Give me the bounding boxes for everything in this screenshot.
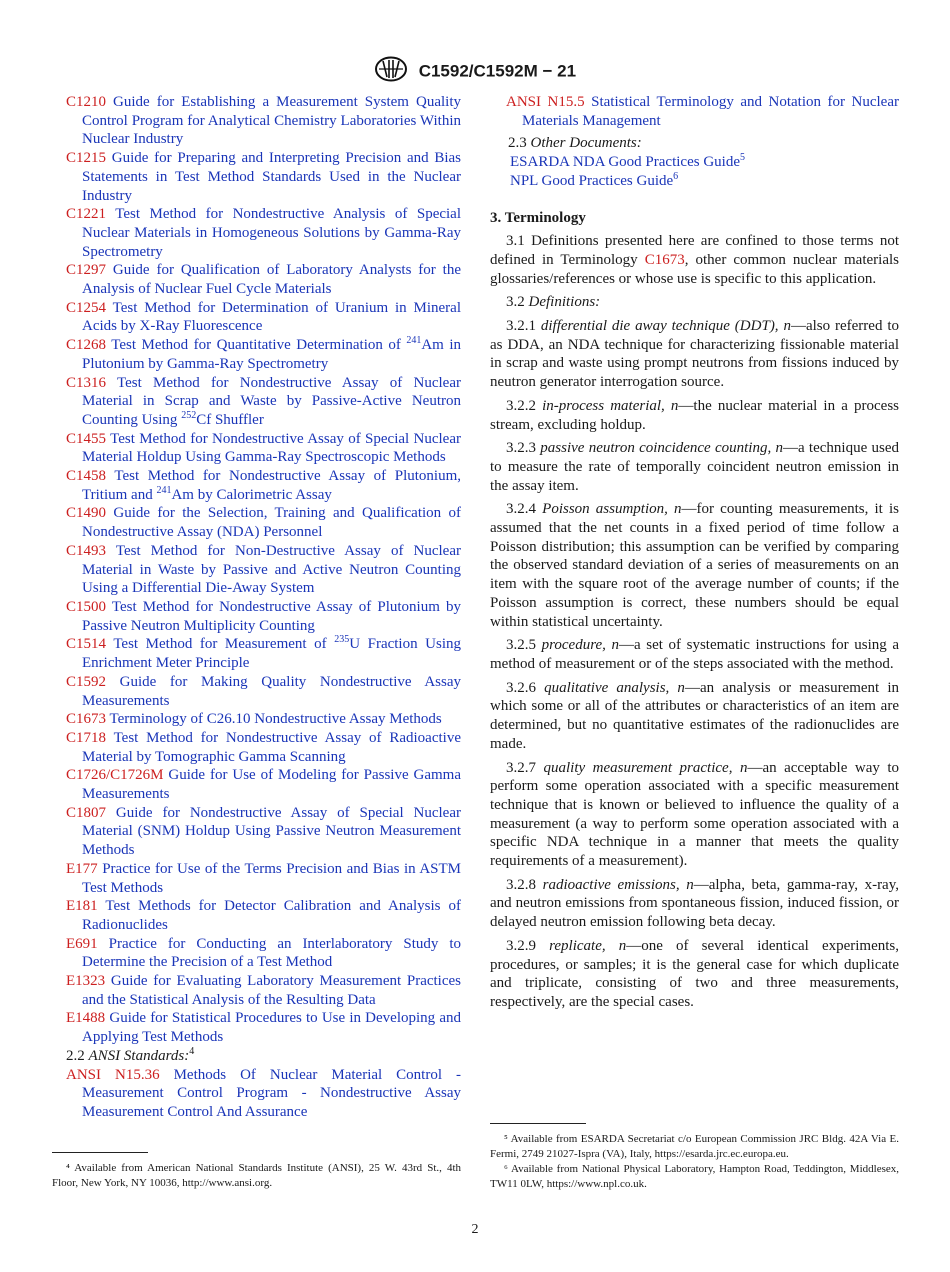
- reference-title[interactable]: Test Method for Nondestructive Assay of Plutonium, Tritium and $^{241}$Am by Calorimetric Assay: [82, 468, 461, 503]
- reference-title[interactable]: Practice for Conducting an Interlaboratory Study to Determine the Precision of a Test Method: [82, 935, 461, 971]
- reference-title[interactable]: Test Method for Nondestructive Analysis of Special Nuclear Materials in Homogeneous Solutions by Gamma-Ray Spectrometry: [82, 206, 462, 260]
- reference-item[interactable]: [66, 598, 461, 635]
- reference-item[interactable]: [66, 710, 461, 729]
- reference-item[interactable]: [66, 635, 461, 672]
- definition-3-2-3: 3.2.3 passive neutron coincidence counting, n—a technique used to measure the rate of temporally coincident neutron emission in the assay item.: [490, 440, 900, 494]
- definition-3-2-9: 3.2.9 replicate, n—one of several identical experiments, procedures, or samples; it is the general case for which duplicate and triplicate, consisting of two and three measurements, respectively, are the special cases.: [490, 937, 899, 1010]
- paragraph-3-1: 3.1 Definitions presented here are confined to those terms not defined in Terminology C1673, other common nuclear materials glossaries/references or whose use is specific to this application.: [490, 233, 899, 287]
- reference-item[interactable]: [66, 504, 461, 541]
- reference-title[interactable]: Guide for the Selection, Training and Qualification of Nondestructive Assay (NDA) Personnel: [82, 505, 462, 541]
- reference-item[interactable]: [66, 897, 461, 934]
- defined-term: replicate, n: [549, 937, 627, 954]
- definitions-list: [490, 317, 899, 1012]
- footnotes-left: [52, 1161, 461, 1191]
- reference-title[interactable]: Test Method for Determination of Uranium in Mineral Acids by X-Ray Fluorescence: [82, 299, 461, 335]
- right-column: [490, 93, 899, 1012]
- reference-designation[interactable]: E181: [66, 898, 98, 915]
- reference-title[interactable]: Guide for Preparing and Interpreting Precision and Bias Statements in Test Method Standards Used in the Nuclear Industry: [82, 150, 462, 204]
- ansi-reference[interactable]: ANSI N15.36 Methods Of Nuclear Material Control - Measurement Control Program - Nondestructive Assay Measurement Control And Assurance: [66, 1066, 462, 1120]
- standard-designation: C1592/C1592M − 21: [418, 61, 577, 81]
- reference-designation[interactable]: C1316: [66, 374, 107, 391]
- reference-designation[interactable]: E1323: [66, 973, 106, 990]
- reference-title[interactable]: Practice for Use of the Terms Precision and Bias in ASTM Test Methods: [82, 860, 462, 896]
- reference-designation[interactable]: C1297: [66, 262, 107, 279]
- defined-term: passive neutron coincidence counting, n: [540, 440, 783, 457]
- footnote-divider: [490, 1123, 586, 1124]
- ansi-standards-heading: 2.2 ANSI Standards:$^4$: [66, 1045, 195, 1064]
- other-documents-heading: 2.3 Other Documents:: [508, 135, 642, 152]
- definition-3-2-4: 3.2.4 Poisson assumption, n—for counting measurements, it is assumed that the net counts in a fixed period of time follow a Poisson distribution; this assumption can be verified by comparing the observed standard deviation of a series of measurements on an item with the square root of the average number of counts; if the Poisson assumption is correct, these numbers should be equal within statistical uncertainty.: [490, 501, 899, 630]
- page-header: [0, 56, 950, 87]
- other-doc-item[interactable]: NPL Good Practices Guide$^6$: [510, 170, 679, 189]
- reference-item[interactable]: [66, 336, 461, 373]
- reference-designation[interactable]: E691: [66, 935, 98, 952]
- reference-title[interactable]: Guide for Use of Modeling for Passive Gamma Measurements: [82, 767, 461, 803]
- reference-item[interactable]: [66, 93, 461, 149]
- astm-logo-icon: [374, 56, 408, 87]
- footnote-6: ⁶ Available from National Physical Laboratory, Hampton Road, Teddington, Middlesex, TW11 0LW, https://www.npl.co.uk.: [490, 1163, 899, 1190]
- reference-designation[interactable]: C1215: [66, 150, 107, 167]
- reference-title[interactable]: Test Method for Nondestructive Assay of Plutonium by Passive Neutron Multiplicity Counting: [82, 598, 461, 634]
- definition-3-2-5: 3.2.5 procedure, n—a set of systematic instructions for using a method of measurement or of the steps associated with the method.: [490, 637, 899, 672]
- reference-item[interactable]: [66, 261, 461, 298]
- c1673-link[interactable]: C1673: [644, 251, 685, 268]
- reference-title[interactable]: Guide for Qualification of Laboratory Analysts for the Analysis of Nuclear Fuel Cycle Materials: [82, 262, 462, 298]
- reference-designation[interactable]: C1500: [66, 598, 107, 615]
- reference-title[interactable]: Guide for Establishing a Measurement System Quality Control Program for Analytical Chemistry Laboratories Within Nuclear Industry: [82, 94, 461, 148]
- reference-item[interactable]: [66, 860, 461, 897]
- page-number: 2: [471, 1222, 479, 1237]
- reference-item[interactable]: [66, 935, 461, 972]
- reference-designation[interactable]: C1221: [66, 206, 107, 223]
- reference-designation[interactable]: C1673: [66, 711, 107, 728]
- reference-title[interactable]: Test Method for Quantitative Determination of $^{241}$Am in Plutonium by Gamma-Ray Spectrometry: [82, 335, 461, 372]
- defined-term: Poisson assumption, n: [542, 501, 682, 518]
- reference-title[interactable]: Guide for Evaluating Laboratory Measurement Practices and the Statistical Analysis of the Resulting Data: [82, 973, 461, 1008]
- astm-reference-list: [66, 93, 461, 1047]
- reference-title[interactable]: Terminology of C26.10 Nondestructive Assay Methods: [109, 711, 442, 728]
- footnote-4: ⁴ Available from American National Standards Institute (ANSI), 25 W. 43rd St., 4th Floor, New York, NY 10036, http://www.ansi.org.: [52, 1162, 461, 1189]
- reference-designation[interactable]: C1592: [66, 673, 107, 690]
- reference-item[interactable]: [66, 1009, 461, 1046]
- reference-designation[interactable]: C1718: [66, 729, 107, 746]
- reference-designation[interactable]: C1807: [66, 804, 107, 821]
- reference-title[interactable]: Guide for Statistical Procedures to Use in Developing and Applying Test Methods: [82, 1010, 462, 1046]
- reference-designation[interactable]: C1514: [66, 636, 107, 653]
- reference-item[interactable]: [66, 299, 461, 336]
- defined-term: in-process material, n: [542, 397, 679, 414]
- defined-term: qualitative analysis, n: [544, 679, 685, 696]
- defined-term: procedure, n: [541, 637, 619, 654]
- reference-designation[interactable]: C1455: [66, 430, 107, 447]
- definition-3-2-1: 3.2.1 differential die away technique (DDT), n—also referred to as DDA, an NDA technique for characterizing fissionable material in scrap and waste using prompt neutrons from fissions induced by neutron generator interrogation source.: [490, 318, 899, 391]
- reference-designation[interactable]: C1493: [66, 542, 107, 559]
- left-column: [66, 93, 461, 1122]
- reference-item[interactable]: [66, 729, 461, 766]
- reference-item[interactable]: [66, 430, 461, 467]
- definition-3-2-8: 3.2.8 radioactive emissions, n—alpha, beta, gamma-ray, x-ray, and neutron emissions from spontaneous fission, induced fission, or delayed neutron emission following beta decay.: [490, 876, 899, 931]
- ansi-reference[interactable]: ANSI N15.5 Statistical Terminology and Notation for Nuclear Materials Management: [506, 94, 899, 129]
- defined-term: differential die away technique (DDT), n: [540, 318, 791, 335]
- reference-title[interactable]: Test Method for Nondestructive Assay of Nuclear Material in Scrap and Waste by Passive-Active Neutron Counting Using $^{252}$Cf Shuffler: [82, 374, 461, 428]
- reference-title[interactable]: Test Method for Nondestructive Assay of Special Nuclear Material Holdup Using Gamma-Ray Spectroscopic Methods: [82, 430, 461, 466]
- reference-item[interactable]: [66, 149, 461, 205]
- reference-item[interactable]: [66, 673, 461, 710]
- reference-title[interactable]: Test Method for Nondestructive Assay of Radioactive Material by Tomographic Gamma Scanning: [82, 729, 461, 765]
- reference-designation[interactable]: C1210: [66, 94, 107, 110]
- defined-term: radioactive emissions, n: [542, 876, 694, 893]
- reference-item[interactable]: [66, 766, 461, 803]
- reference-item[interactable]: [66, 467, 461, 504]
- reference-designation[interactable]: C1490: [66, 505, 107, 522]
- reference-designation[interactable]: C1458: [66, 468, 107, 485]
- reference-title[interactable]: Guide for Nondestructive Assay of Special Nuclear Material (SNM) Holdup Using Passive Neutron Measurement Methods: [82, 804, 461, 859]
- reference-item[interactable]: [66, 374, 461, 430]
- section-heading-terminology: 3. Terminology: [490, 209, 586, 226]
- definition-3-2-2: 3.2.2 in-process material, n—the nuclear material in a process stream, excluding holdup.: [490, 397, 899, 433]
- reference-title[interactable]: Test Methods for Detector Calibration and Analysis of Radionuclides: [82, 898, 461, 933]
- other-doc-item[interactable]: ESARDA NDA Good Practices Guide$^5$: [510, 152, 745, 171]
- reference-item[interactable]: [66, 542, 461, 598]
- reference-designation[interactable]: C1254: [66, 299, 107, 316]
- reference-title[interactable]: Test Method for Measurement of $^{235}$U Fraction Using Enrichment Meter Principle: [82, 634, 461, 672]
- footnote-divider: [52, 1152, 148, 1153]
- definition-3-2-7: 3.2.7 quality measurement practice, n—an acceptable way to perform some operation associated with a specific measurement technique that is known or believed to influence the quality of a measurement (a way to perform some operation associated with a specific NDA technique in a manner that meets the quality requirements of a measurement).: [490, 759, 900, 870]
- reference-item[interactable]: [66, 804, 461, 860]
- reference-title[interactable]: Test Method for Non-Destructive Assay of Nuclear Material in Waste by Passive and Active Neutron Counting Using a Differential Die-Away System: [82, 542, 461, 597]
- reference-designation[interactable]: C1726/C1726M: [66, 767, 164, 784]
- definition-3-2-6: 3.2.6 qualitative analysis, n—an analysis or measurement in which some or all of the attributes or characteristics of an item are determined, but no quantitative estimates of the radionuclides are made.: [490, 679, 900, 752]
- reference-item[interactable]: [66, 972, 461, 1009]
- reference-designation[interactable]: C1268: [66, 337, 107, 354]
- reference-title[interactable]: Guide for Making Quality Nondestructive Assay Measurements: [82, 673, 462, 709]
- paragraph-3-2: 3.2 Definitions:: [506, 294, 601, 311]
- reference-designation[interactable]: E1488: [66, 1010, 106, 1027]
- reference-designation[interactable]: E177: [66, 860, 98, 877]
- footnote-5: ⁵ Available from ESARDA Secretariat c/o European Commission JRC Bldg. 42A Via E. Fermi, 2749 21027-Ispra (VA), Italy, https://esarda.jrc.ec.europa.eu.: [490, 1133, 899, 1160]
- defined-term: quality measurement practice, n: [543, 759, 748, 776]
- reference-item[interactable]: [66, 205, 461, 261]
- footnotes-right: [490, 1132, 899, 1192]
